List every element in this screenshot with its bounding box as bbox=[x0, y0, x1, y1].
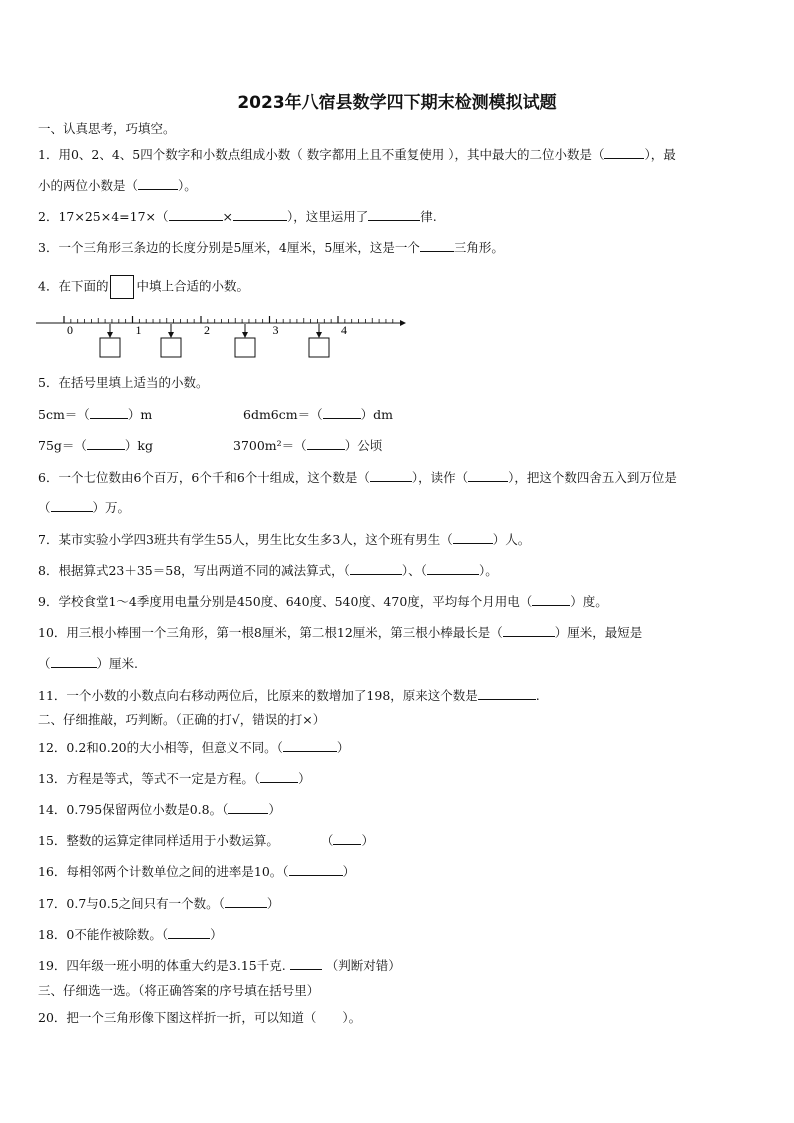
question-8 bbox=[38, 562, 498, 579]
tick-label-2: 2 bbox=[204, 323, 210, 337]
tick-label-4: 4 bbox=[341, 323, 347, 337]
q6-blank-2[interactable] bbox=[468, 469, 508, 482]
q8-text-b: ）、（ bbox=[401, 563, 427, 578]
q6-blank-3[interactable] bbox=[51, 499, 93, 512]
q5-r1-text-b: ）m bbox=[127, 407, 153, 422]
q18-text-a: 18．0不能作被除数。（ bbox=[38, 927, 169, 942]
q10-text-b: ）厘米，最短是 bbox=[554, 625, 643, 640]
q15-text-a: 15．整数的运算定律同样适用于小数运算。 bbox=[38, 833, 279, 848]
answer-arrow-4 bbox=[316, 324, 322, 338]
q11-text-a: 11．一个小数的小数点向右移动两位后，比原来的数增加了198，原来这个数是 bbox=[38, 688, 478, 703]
q14-text-a: 14．0.795保留两位小数是0.8。（ bbox=[38, 802, 229, 817]
q5-r1-text-a: 5cm＝（ bbox=[38, 407, 90, 422]
question-5-row-1-left bbox=[38, 406, 152, 423]
question-6-line-2 bbox=[38, 499, 130, 516]
q1-text-d: ）。 bbox=[178, 178, 197, 193]
q6-text-c: ），把这个数四舍五入到万位是 bbox=[508, 470, 677, 485]
q15-text-c: ） bbox=[361, 833, 374, 848]
q6-blank-1[interactable] bbox=[370, 469, 412, 482]
question-5-row-2-left bbox=[38, 437, 153, 454]
question-13 bbox=[38, 770, 311, 787]
answer-arrow-1 bbox=[107, 324, 113, 338]
q13-blank[interactable] bbox=[260, 770, 298, 783]
question-5-row-1-right bbox=[243, 406, 393, 423]
q1-blank-2[interactable] bbox=[138, 177, 178, 190]
answer-box-4[interactable] bbox=[309, 338, 329, 357]
q2-text-a: 2．17×25×4=17×（ bbox=[38, 209, 169, 224]
question-12 bbox=[38, 739, 349, 756]
q2-text-d: 律. bbox=[420, 209, 437, 224]
tick-label-0: 0 bbox=[67, 323, 73, 337]
question-9 bbox=[38, 593, 608, 610]
q6-text-e: ）万。 bbox=[92, 500, 131, 515]
q10-blank-2[interactable] bbox=[51, 655, 97, 668]
q19-blank[interactable] bbox=[290, 957, 322, 970]
q8-text-a: 8．根据算式23＋35＝58，写出两道不同的减法算式，（ bbox=[38, 563, 350, 578]
q1-blank-1[interactable] bbox=[604, 146, 644, 159]
q7-text-a: 7．某市实验小学四3班共有学生55人，男生比女生多3人，这个班有男生（ bbox=[38, 532, 453, 547]
question-6-line-1 bbox=[38, 469, 677, 486]
q6-text-d: （ bbox=[38, 500, 51, 515]
question-10-line-2 bbox=[38, 655, 138, 672]
q7-blank[interactable] bbox=[453, 531, 493, 544]
q5-r1-text-d: ）dm bbox=[360, 407, 393, 422]
question-5-intro: 5．在括号里填上适当的小数。 bbox=[38, 375, 209, 390]
q18-blank[interactable] bbox=[168, 926, 210, 939]
q11-text-b: . bbox=[535, 688, 540, 703]
q14-blank[interactable] bbox=[228, 801, 268, 814]
q18-text-b: ） bbox=[210, 927, 223, 942]
page-title: 2023年八宿县数学四下期末检测模拟试题 bbox=[237, 93, 557, 113]
q14-text-b: ） bbox=[268, 802, 281, 817]
q13-text-a: 13．方程是等式，等式不一定是方程。（ bbox=[38, 771, 261, 786]
q15-blank[interactable] bbox=[333, 832, 361, 845]
question-15 bbox=[38, 832, 374, 849]
q5-blank-3[interactable] bbox=[87, 437, 125, 450]
answer-arrow-3 bbox=[242, 324, 248, 338]
answer-box-3[interactable] bbox=[235, 338, 255, 357]
q16-text-a: 16．每相邻两个计数单位之间的进率是10。（ bbox=[38, 864, 289, 879]
question-17 bbox=[38, 895, 279, 912]
q5-r1-text-c: 6dm6cm＝（ bbox=[243, 407, 323, 422]
question-10-line-1 bbox=[38, 624, 642, 641]
question-7 bbox=[38, 531, 530, 548]
q8-text-c: ）。 bbox=[478, 563, 498, 578]
q20-text-a: 20．把一个三角形像下图这样折一折，可以知道（ bbox=[38, 1010, 317, 1025]
question-1-line-1 bbox=[38, 146, 676, 163]
q6-text-a: 6．一个七位数由6个百万，6个千和6个十组成，这个数是（ bbox=[38, 470, 370, 485]
number-line-ticks bbox=[64, 316, 393, 323]
question-3 bbox=[38, 239, 504, 256]
q2-text-c: ），这里运用了 bbox=[287, 209, 369, 224]
q17-blank[interactable] bbox=[225, 895, 267, 908]
q12-text-a: 12．0.2和0.20的大小相等，但意义不同。（ bbox=[38, 740, 283, 755]
q4-sample-box bbox=[110, 275, 134, 299]
question-18 bbox=[38, 926, 223, 943]
q5-r2-text-b: ）kg bbox=[124, 438, 153, 453]
answer-box-2[interactable] bbox=[161, 338, 181, 357]
q10-text-a: 10．用三根小棒围一个三角形，第一根8厘米，第二根12厘米，第三根小棒最长是（ bbox=[38, 625, 503, 640]
q15-text-b: （ bbox=[320, 833, 334, 848]
question-14 bbox=[38, 801, 281, 818]
q20-text-b: ）。 bbox=[342, 1010, 362, 1025]
q9-blank[interactable] bbox=[532, 593, 570, 606]
q16-text-b: ） bbox=[342, 864, 356, 879]
q5-r2-text-a: 75g＝（ bbox=[38, 438, 87, 453]
section-1-heading: 一、认真思考，巧填空。 bbox=[38, 121, 176, 136]
question-2 bbox=[38, 208, 437, 225]
question-4 bbox=[38, 275, 249, 299]
q4-text-a: 4．在下面的 bbox=[38, 278, 109, 294]
question-16 bbox=[38, 863, 355, 880]
q7-text-b: ）人。 bbox=[492, 532, 531, 547]
q9-text-b: ）度。 bbox=[570, 594, 608, 609]
question-19 bbox=[38, 957, 401, 974]
number-line bbox=[36, 308, 408, 360]
answer-box-1[interactable] bbox=[100, 338, 120, 357]
q4-text-b: 中填上合适的小数。 bbox=[136, 278, 249, 294]
q2-blank-1[interactable] bbox=[169, 208, 223, 221]
tick-label-1: 1 bbox=[135, 323, 142, 337]
question-11 bbox=[38, 687, 540, 704]
number-line-arrowhead bbox=[400, 320, 406, 326]
q6-text-b: ），读作（ bbox=[411, 470, 469, 485]
q10-text-c: （ bbox=[38, 656, 51, 671]
answer-arrow-2 bbox=[168, 324, 174, 338]
q8-blank-2[interactable] bbox=[427, 562, 479, 575]
q2-blank-3[interactable] bbox=[368, 208, 420, 221]
q17-text-b: ） bbox=[266, 896, 280, 911]
section-2-heading: 二、仔细推敲，巧判断。（正确的打√，错误的打×） bbox=[38, 712, 326, 727]
q19-text-a: 19．四年级一班小明的体重大约是3.15千克. bbox=[38, 958, 286, 973]
question-20 bbox=[38, 1010, 361, 1026]
section-3-heading: 三、仔细选一选。（将正确答案的序号填在括号里） bbox=[38, 983, 320, 998]
q1-text-c: 小的两位小数是（ bbox=[38, 178, 139, 193]
q1-text-a: 1．用0、2、4、5四个数字和小数点组成小数（ 数字都用上且不重复使用 ），其中最大的二位小数是（ bbox=[38, 147, 605, 162]
q2-blank-2[interactable] bbox=[233, 208, 287, 221]
q3-text-a: 3．一个三角形三条边的长度分别是5厘米，4厘米，5厘米，这是一个 bbox=[38, 240, 420, 255]
tick-label-3: 3 bbox=[272, 323, 279, 337]
q1-text-b: ），最 bbox=[644, 147, 676, 162]
q5-blank-1[interactable] bbox=[90, 406, 128, 419]
q16-blank[interactable] bbox=[289, 863, 343, 876]
q10-text-d: ）厘米. bbox=[96, 656, 138, 671]
q5-blank-2[interactable] bbox=[323, 406, 361, 419]
question-5-row-2-right bbox=[233, 437, 382, 454]
q8-blank-1[interactable] bbox=[350, 562, 402, 575]
question-1-line-2 bbox=[38, 177, 197, 194]
q12-text-b: ） bbox=[336, 740, 350, 755]
q12-blank[interactable] bbox=[283, 739, 337, 752]
q13-text-b: ） bbox=[298, 771, 311, 786]
q17-text-a: 17．0.7与0.5之间只有一个数。（ bbox=[38, 896, 225, 911]
q10-blank-1[interactable] bbox=[503, 624, 555, 637]
q5-blank-4[interactable] bbox=[307, 437, 345, 450]
q3-blank[interactable] bbox=[420, 239, 454, 252]
q5-r2-text-c: 3700m²＝（ bbox=[233, 438, 307, 453]
q5-r2-text-d: ）公顷 bbox=[344, 438, 383, 453]
q3-text-b: 三角形。 bbox=[453, 240, 504, 255]
q19-text-b: （判断对错） bbox=[325, 958, 401, 973]
q9-text-a: 9．学校食堂1～4季度用电量分别是450度、640度、540度、470度，平均每个月用电（ bbox=[38, 594, 533, 609]
q2-times: × bbox=[222, 209, 234, 224]
q11-blank[interactable] bbox=[478, 687, 536, 700]
